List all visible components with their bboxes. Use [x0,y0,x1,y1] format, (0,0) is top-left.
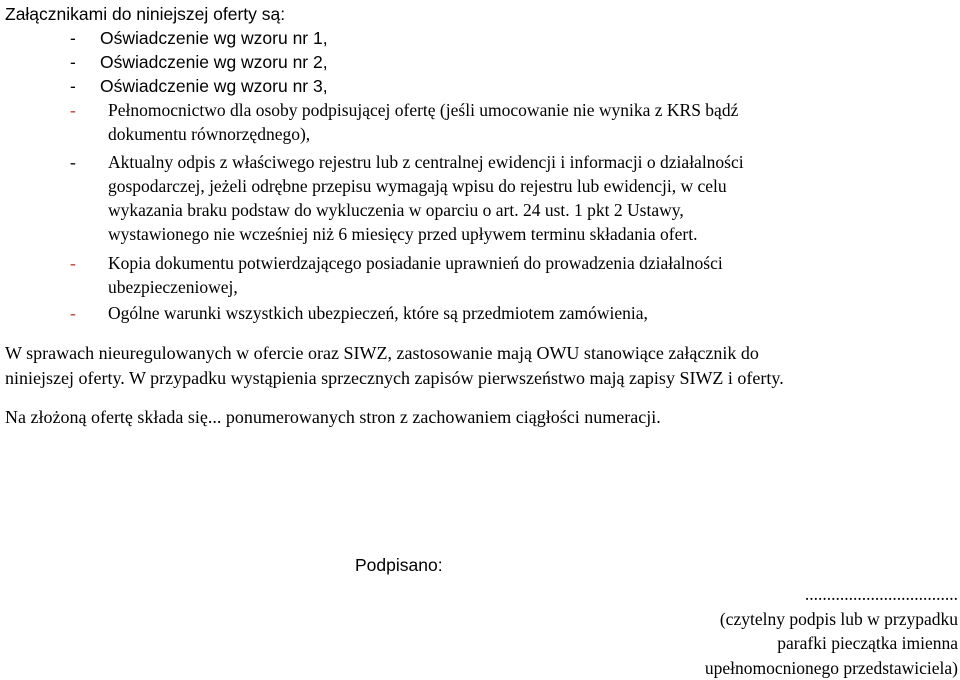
paragraph-line: niniejszej oferty. W przypadku wystąpienia sprzecznych zapisów pierwszeństwo mają zapisy SIWZ i oferty. [5,366,955,391]
list-item-line: gospodarczej, jeżeli odrębne przepisu wymagają wpisu do rejestru lub ewidencji, w celu [108,174,958,198]
list-item-text [100,26,950,50]
attachments-intro: Załącznikami do niniejszej oferty są: [5,2,285,26]
owu-paragraph [5,341,955,390]
signature-dots: ................................... [628,582,958,607]
list-item-line: Aktualny odpis z właściwego rejestru lub z centralnej ewidencji i informacji o działalności [108,150,958,174]
list-dash: - [70,50,94,74]
list-item-line: Ogólne warunki wszystkich ubezpieczeń, które są przedmiotem zamówienia, [108,301,958,325]
list-item-line: Oświadczenie wg wzoru nr 1, [100,26,950,50]
list-item-line: ubezpieczeniowej, [108,275,958,299]
list-item-line: dokumentu równorzędnego), [108,122,958,146]
list-item-text [108,301,958,325]
list-item-text [108,98,958,146]
signature-block [628,582,958,680]
list-item-line: Oświadczenie wg wzoru nr 3, [100,74,950,98]
signature-note-line: parafki pieczątka imienna [628,631,958,656]
list-dash: - [70,301,94,325]
list-dash: - [70,26,94,50]
list-item-text [108,150,958,246]
list-item-line: Kopia dokumentu potwierdzającego posiadanie uprawnień do prowadzenia działalności [108,251,958,275]
signature-note-line: (czytelny podpis lub w przypadku [628,607,958,632]
signature-label: Podpisano: [355,553,443,577]
signature-note-line: upełnomocnionego przedstawiciela) [628,656,958,680]
list-item-line: wykazania braku podstaw do wykluczenia w oparciu o art. 24 ust. 1 pkt 2 Ustawy, [108,198,958,222]
paragraph-line: W sprawach nieuregulowanych w ofercie oraz SIWZ, zastosowanie mają OWU stanowiące załącznik do [5,341,955,366]
list-dash: - [70,74,94,98]
list-dash: - [70,251,94,275]
list-dash: - [70,150,94,174]
list-item-text [108,251,958,299]
list-item-line: Pełnomocnictwo dla osoby podpisującej ofertę (jeśli umocowanie nie wynika z KRS bądź [108,98,958,122]
page-count-paragraph: Na złożoną ofertę składa się... ponumerowanych stron z zachowaniem ciągłości numeracji. [5,405,955,430]
list-item-text [100,74,950,98]
list-dash: - [70,98,94,122]
list-item-line: wystawionego nie wcześniej niż 6 miesięcy przed upływem terminu składania ofert. [108,222,958,246]
list-item-text [100,50,950,74]
list-item-line: Oświadczenie wg wzoru nr 2, [100,50,950,74]
